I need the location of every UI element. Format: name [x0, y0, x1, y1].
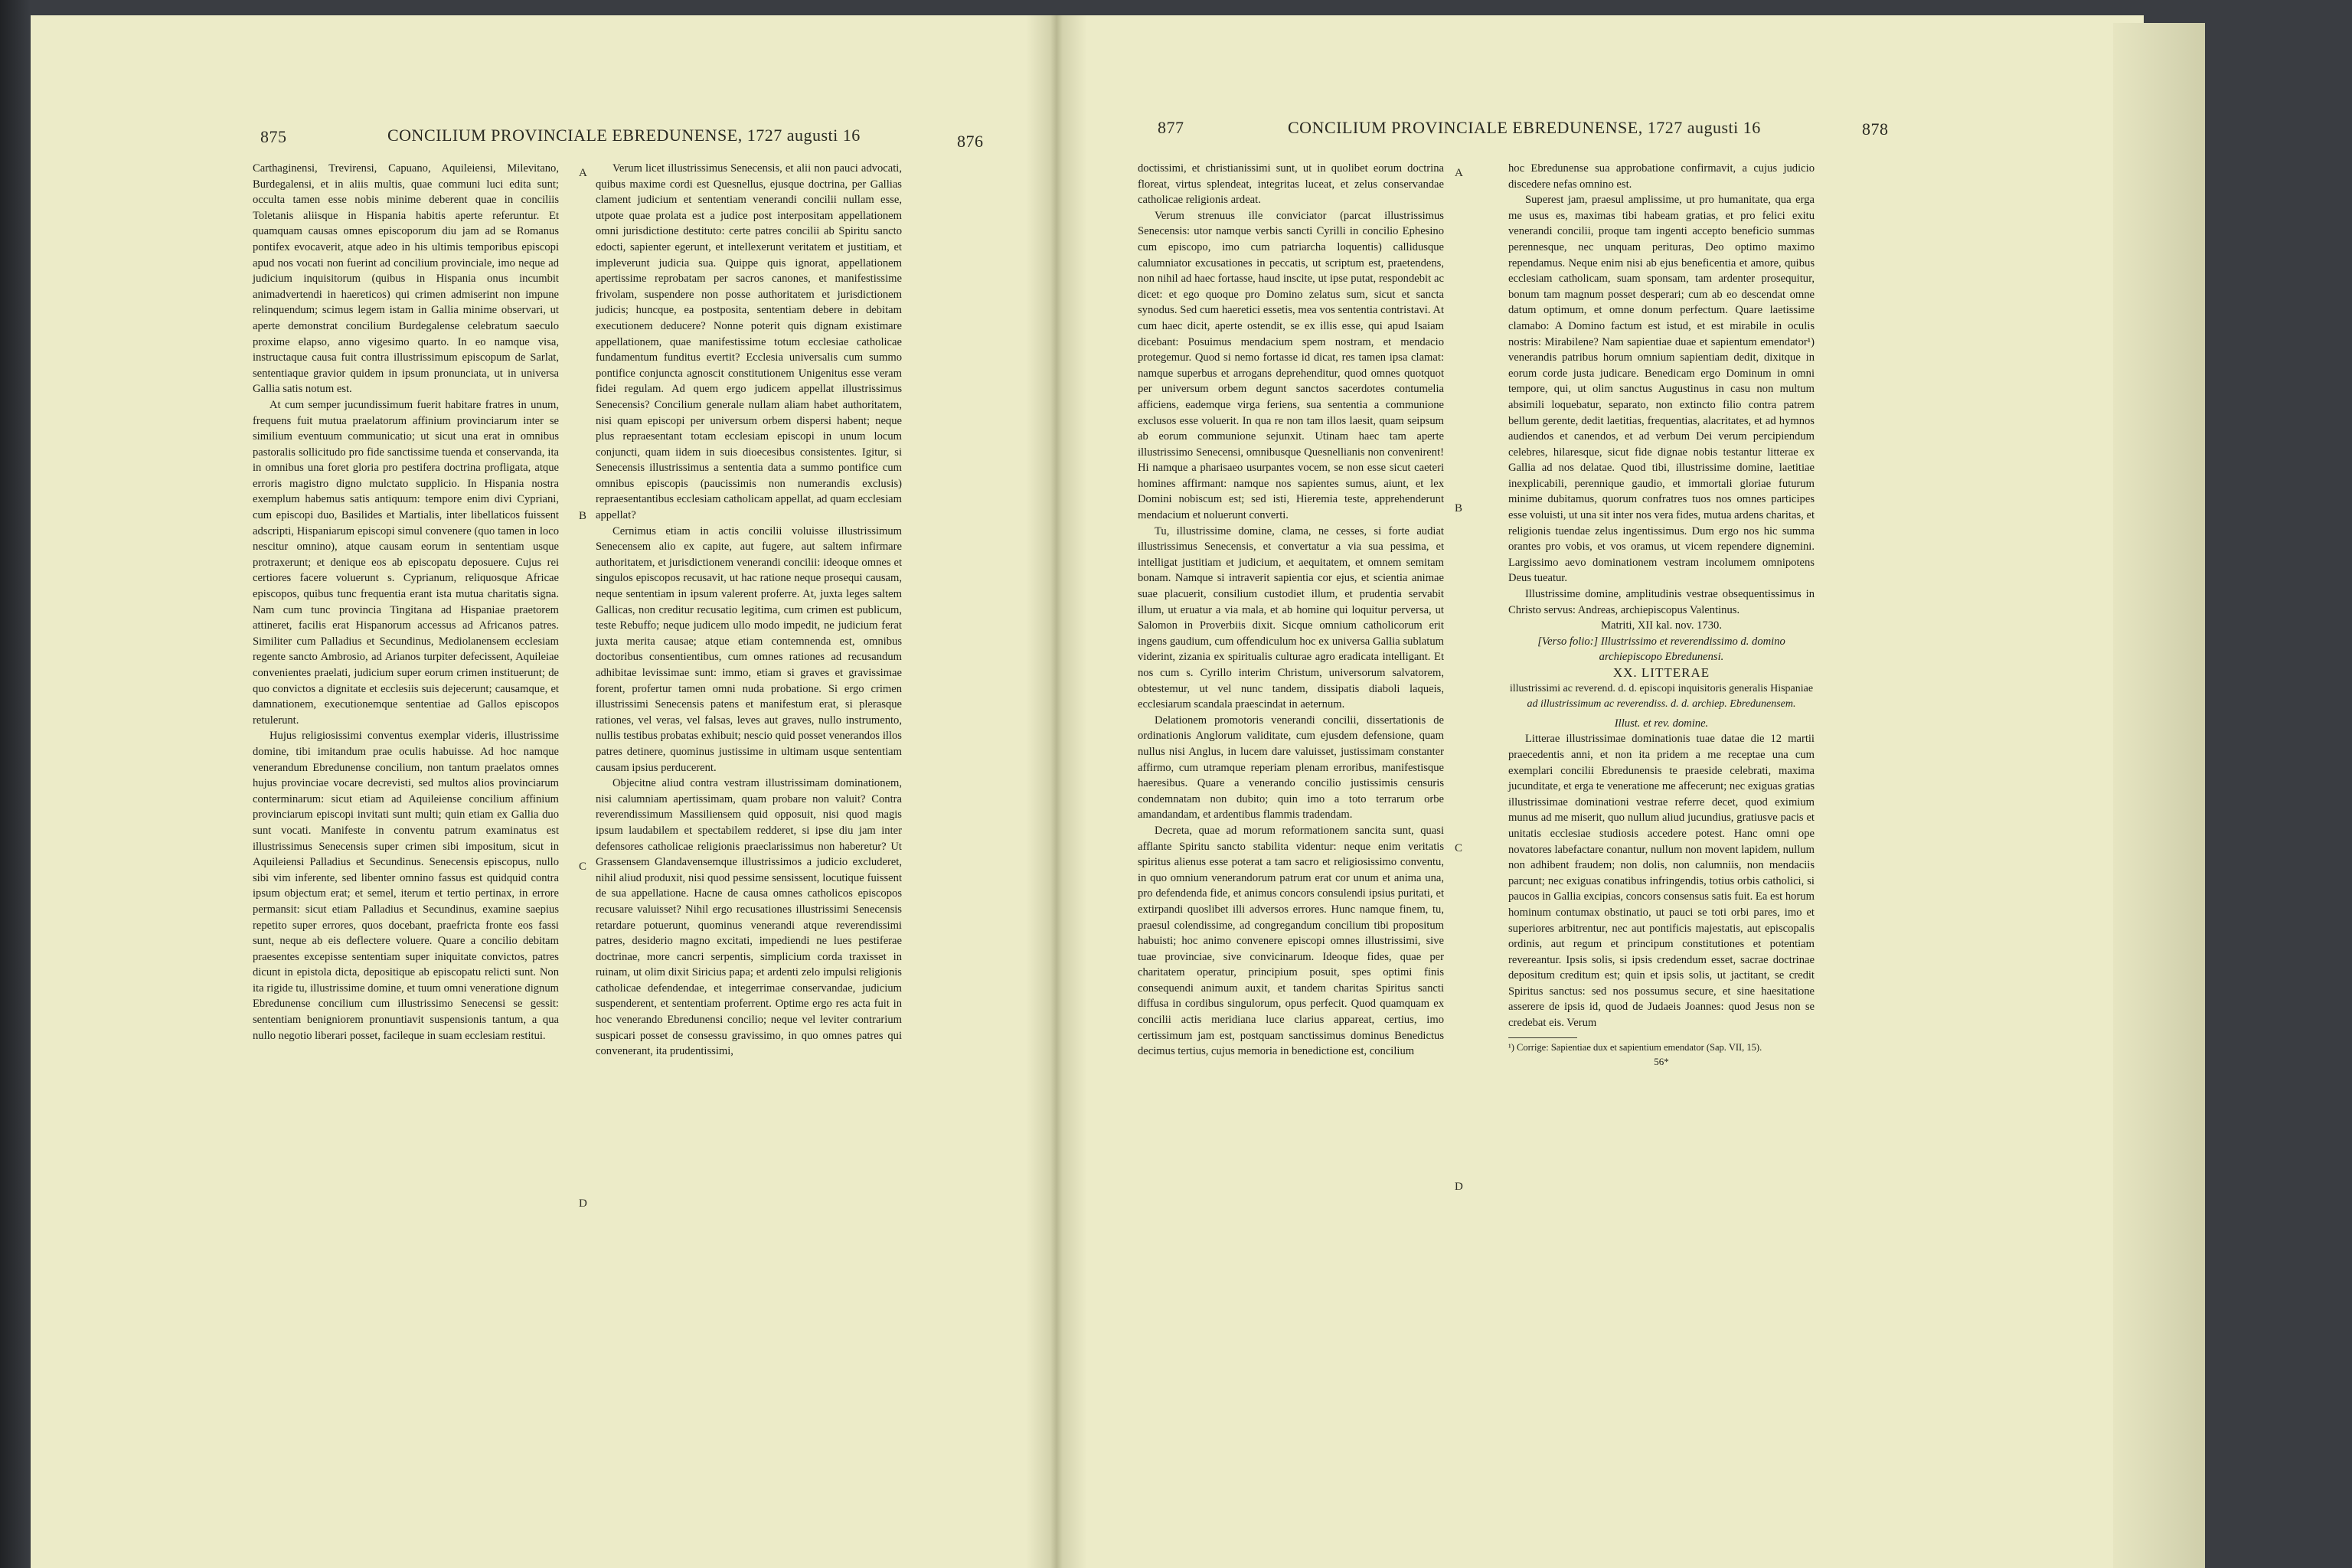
margin-letter-c: C	[579, 861, 587, 873]
paragraph: Verum licet illustrissimus Senecensis, et alii non pauci advocati, quibus maxime cordi est Quesnellus, ejusque doctrina, per Gallias clament judicium et sententiam venerandi concilii nullam esse, utpote quae prolata est a judice post interpositam appellationem omni jurisdictione destituto: certe patres concilii ab Spiritu sancto edocti, sapienter egerunt, et intellexerunt veritatem et justitiam, et impleverunt judicia sua. Quippe quis ignorat, appellationem apertissime reprobatam per sacros canones, et manifestissime frivolam, suspendere non posse authoritatem et jurisdictionem judicis; huncque, ea postposita, sententiam debere in debitam executionem deducere? Nonne poterit quis dignam existimare appellationem, quae manifestissime totum ecclesiae catholicae fundamentum funditus evertit? Ecclesia universalis cum summo pontifice conjuncta agnoscit constitutionem Unigenitus esse veram fidei regulam. Ad quem ergo judicem appellat illustrissimus Senecensis? Concilium generale nullam aliam habet authoritatem, nisi quam episcopi per universum orbem dispersi habent; neque plus repraesentant totam ecclesiam episcopi in unum locum conjuncti, quam iidem in suis dioecesibus consistentes. Igitur, si Senecensis illustrissimus a sententia data a summo pontifice cum omnibus episcopis (paucissimis non numerandis exclusis) repraesentantibus ecclesiam catholicam appellat, ad quam ecclesiam appellat?	[596, 162, 902, 522]
footnote: ¹) Corrige: Sapientiae dux et sapientium emendator (Sap. VII, 15).	[1508, 1041, 1762, 1053]
right-running-title: CONCILIUM PROVINCIALE EBREDUNENSE, 1727 augusti 16	[1288, 118, 1761, 137]
paragraph: At cum semper jucundissimum fuerit habitare fratres in unum, frequens fuit mutua praelatorum affinium provinciarum inter se similium eventuum communicatio; ut sicut una erat in omnibus pastoralis sollicitudo pro fide sanctissime tuenda et conservanda, ita in omnibus una foret gloria pro pestifera doctrina profligata, atque erroris magistro digno mulctato supplicio. In Hispania nostra exemplum habemus satis antiquum: tempore enim divi Cypriani, cum episcopi duo, Basilides et Martialis, inter libellaticos fuissent adscripti, Hispaniarum episcopi simul convenere (quo tamen in loco nescitur omnino), atque causam eorum in sententiam usque protraxerunt; et denique eos ab episcopatu deposuere. Cujus rei certiores facere voluerunt s. Cyprianum, reliquosque Africae episcopos, quibus tunc frequentia erant ista mutua charitatis signa. Nam cum tunc provincia Tingitana ad Hispaniae praetorem attineret, facilis erat Hispanorum accessus ad Africanos patres. Similiter cum Palladius et Secundinus, Mediolanensem ecclesiam regente sancto Ambrosio, ad Arianos turpiter defecissent, Aquileiae convenientes praelati, judicium super eorum crimen instituerunt; de quo convictos a dignitate et ecclesiis suis dejecerunt; causamque, et damnationem, executionemque sententiae ad Gallos episcopos retulerunt.	[253, 398, 559, 727]
book-spread	[31, 15, 2144, 1568]
margin-letter-b: B	[1455, 502, 1463, 514]
right-column-2	[1508, 161, 1815, 1070]
paragraph: Illustrissime domine, amplitudinis vestrae obsequentissimus in Christo servus: Andreas, archiepiscopus Valentinus.	[1508, 588, 1815, 616]
paragraph: doctissimi, et christianissimi sunt, ut in quolibet eorum doctrina floreat, virtus splendeat, integritas luceat, et zelus conservandae catholicae religionis ardeat.	[1138, 162, 1444, 207]
signature-mark: 56*	[1654, 1055, 1669, 1067]
section-heading: XX. LITTERAE	[1612, 665, 1710, 680]
left-column-2	[596, 161, 902, 1060]
right-page-number-b: 878	[1862, 119, 1889, 139]
margin-letter-c: C	[1455, 842, 1463, 854]
salutation: Illust. et rev. domine.	[1614, 717, 1709, 730]
right-running-header	[1087, 106, 2144, 139]
paragraph: Carthaginensi, Trevirensi, Capuano, Aquileiensi, Milevitano, Burdegalensi, et in aliis multis, quae communi luci edita sunt; occulta tamen esse nobis minime deberent quae in conciliis Toletanis aliisque in Hispania habitis aperte referuntur. Et quamquam causas omnes episcoporum diu jam ad se Romanus pontifex evocaverit, atque adeo in his ultimis temporibus episcopi apud nos vocati non fuerint ad concilium provinciale, imo neque ad judicium inquisitorum (quibus in Hispania onus incumbit animadvertendi in haereticos) qui crimen admiserint non impune relinquendum; scimus legem istam in Gallia minime observari, ut aperte demonstrat concilium Burdegalense celebratum saeculo proxime elapso, anno vigesimo quarto. In eo namque visa, instructaque causa fuit contra illustrissimum episcopum de Sarlat, sententiaque gravior quidem in ipsum pronunciata, ut in universa Gallia satis notum est.	[253, 162, 559, 396]
margin-letter-d: D	[579, 1197, 587, 1210]
dateline: Matriti, XII kal. nov. 1730.	[1601, 619, 1722, 632]
paragraph: Verum strenuus ille conviciator (parcat illustrissimus Senecensis: utor namque verbis sancti Cyrilli in concilio Ephesino cum episcopo, imo cum patriarcha loquentis) callidusque calumniator excusationes in peccatis, ut scriptum est, praetendens, non nihil ad haec fortasse, haud inscite, ut ipse putat, respondebit ac dicet: et ego quoque pro Domino zelatus sum, sicut et sancta synodus. Sed cum haeretici essetis, mea vos sententia contristavi. At cum haec dicit, aperte ostendit, se ex illis esse, qui apud Isaiam dicebant: Posuimus mendacium spem nostram, et mendacio protegemur. Quod si nemo fortasse id dicat, res tamen ipsa clamat: namque superbus et arrogans deprehenditur, quod omnes quotquot per universum orbem degunt sanctos sacerdotes contumelia afficiens, eademque virga feriens, sua sententia a communione exclusos esse voluerit. In qua re non tam illos laesit, quam seipsum ab eorum communione sejunxit. Utinam haec tam aperte illustrissimo Senecensi, omnibusque Quesnellianis non convenirent! Hi namque a pharisaeo usurpantes vocem, se non esse sicut caeteri homines affirmant: namque nos sapientes sumus, aiunt, et lex Domini nobiscum est; sed isti, Hieremia teste, apprehenderunt mendacium et noluerunt converti.	[1138, 209, 1444, 522]
margin-letter-b: B	[579, 510, 587, 522]
page-edges	[2113, 23, 2205, 1568]
paragraph: Cernimus etiam in actis concilii voluisse illustrissimum Senecensem alio ex capite, aut fugere, aut saltem infirmare authoritatem, et jurisdictionem venerandi concilii: ideoque omnes et singulos episcopos recusavit, ut hac ratione neque prosequi causam, neque sententiam in ipsum valerent proferre. At, juxta leges saltem Gallicas, non creditur recusatio legitima, cum crimen est publicum, teste Rebuffo; neque judicem ullo modo impedit, ne judicium ferat juxta merita causae; atque etiam contemnenda est, omnibus doctoribus consentientibus, cum omnes rationes ad recusandum adhibitae levissimae sunt: immo, etiam si graves et gravissimae forent, profertur tamen omni nuda probatione. Si ergo crimen illustrissimi Senecensis patens et manifestum erat, si plerasque rationes, vel veras, vel falsas, leves aut graves, nullo instrumento, nullis testibus probatas exhibuit; nescio quid posset venerandos illos patres detinere, quominus justissime in ultimam usque sententiam causam ipsius perducerent.	[596, 524, 902, 774]
footnote-rule	[1508, 1037, 1577, 1038]
left-page-number-a: 875	[260, 127, 287, 146]
right-page	[1087, 15, 2144, 1568]
paragraph: Superest jam, praesul amplissime, ut pro humanitate, qua erga me usus es, maximas tibi habeam gratias, et pro felici exitu venerandi concilii, proque tam ingenti accepto beneficio summas perennesque, nec unquam perituras, Deo optimo maximo rependamus. Neque enim nisi ab ejus beneficentia et amore, quibus ecclesiam catholicam, suam sponsam, tam ardenter prosequitur, bonum tam magnum posset desperari; cum ab eo descendat omne datum optimum, et omne donum perfectum. Quare laetissime clamabo: A Domino factum est istud, et est mirabile in oculis nostris: Mirabilene? Nam sapientiae duae et sapientum emendator¹) venerandis patribus horum omnium sapientiam dedit, dixitque in eorum corde justa judicare. Benedicam ergo Dominum in omni tempore, qui, ut olim sanctus Augustinus in casu non multum absimili loquebatur, separato, non extincto filio contra patrem bellum gerente, dedit laetitias, frequentias, alacritates, et ad hymnos audiendos et canendos, et ad verbum Dei verum percipiendum celebres, hilaresque, sicut fide dignae nobis testantur litterae ex Gallia ad nos delatae. Quod tibi, illustrissime domine, laetitiae inexplicabili, perennique gaudio, et immortali gloriae futurum minime dubitamus, quorum confratres tuos nos omnes participes esse voluisti, ut una sit inter nos vera fides, mutua ardens charitas, et religionis tuendae zelus ingentissimus. Dum ergo nos hic summa orantes pro vobis, et vos oramus, ut vicem rependere dignemini. Largissimo aevo dominationem vestram incolumem omnipotens Deus tueatur.	[1508, 194, 1815, 585]
paragraph: hoc Ebredunense sua approbatione confirmavit, a cujus judicio discedere nefas omnino est.	[1508, 162, 1815, 191]
left-page-number-b: 876	[957, 132, 984, 151]
margin-letter-a: A	[1455, 167, 1463, 179]
paragraph: Decreta, quae ad morum reformationem sancita sunt, quasi afflante Spiritu sancto stabilita videntur: neque enim veritatis spiritus alienus esse poterat a tam sacro et religiosissimo conventu, in quo omnium venerandorum patrum erat cor unum et anima una, pro defendenda fide, et animus concors consulendi ipsius puritati, et extirpandi quoslibet illi adversos errores. Hunc namque finem, tu, praesul colendissime, ad congregandum concilium tibi propositum habuisti; hoc animo convenere episcopi omnes illustrissimi, sive tuae provinciae, sive convicinarum. Ideoque fides, quae per charitatem operatur, principium posuit, spes optimi finis consequendi animum auxit, et tandem charitas Spiritus sancti diffusa in cordibus singulorum, opus perfecit. Quod quamquam ex concilii actis meridiana luce clarius appareat, certius, imo certissimum jam est, postquam sanctissimus dominus Benedictus decimus tertius, cujus memoria in benedictione est, concilium	[1138, 824, 1444, 1058]
left-page	[31, 15, 1026, 1568]
paragraph: Delationem promotoris venerandi concilii, dissertationis de ordinationis Anglorum validitate, cum ejusdem defensione, quam nullus nisi Anglus, in lucem dare valuisset, justissimam constanter affirmo, cum utramque reperiam plenam erroribus, manifestisque haeresibus. Quare a venerando concilio justissimis censuris condemnatam non dubito; quin imo a toto terrarum orbe amandandam, et ardentibus flammis tradendam.	[1138, 714, 1444, 822]
left-running-header	[31, 106, 1026, 151]
paragraph: Litterae illustrissimae dominationis tuae datae die 12 martii praecedentis anni, et non ita pridem a me receptae una cum exemplari concilii Ebredunensis te praeside celebrati, maxima jucunditate, et erga te veneratione me affecerunt; nec exiguas gratias illustrissimae dominationi vestrae referre decet, quod eximium munus ad me miserit, quo nullum aliud jucundius, gratiusve pacis et unitatis ecclesiae studiosis accedere potest. Hanc omni ope novatores labefactare conantur, nullum non movent lapidem, nullum non adhibent fraudem; non dolis, non calumniis, non mendaciis parcunt; nec exiguas conatibus infringendis, totius orbis catholici, si paucos in Gallia excipias, concors consensus satis fuit. Ea est horum hominum contumax obstinatio, ut pauci se toti orbi pares, imo et superiores arbitrentur, nec aut pontificis majestatis, aut episcopalis ordinis, aut regum et principum constitutiones et potentiam revereantur. Ipsis solis, si ipsis credendum esset, sacrae doctrinae depositum creditum est; quin et ipsis solis, ut jactitant, se credit Spiritus sanctus: sed nos possumus secure, et sine haesitatione asserere de ipsis id, quod de Judaeis Joannes: quod Jesus non se credebat eis. Verum	[1508, 733, 1815, 1030]
section-subtitle: ad illustrissimum ac reverendiss. d. d. archiep. Ebredunensem.	[1527, 698, 1796, 710]
left-shadow	[0, 0, 31, 1568]
margin-letter-a: A	[579, 167, 587, 179]
paragraph: Objecitne aliud contra vestram illustrissimam dominationem, nisi calumniam apertissimam, quam probare non valuit? Contra reverendissimum Massiliensem quid opposuit, nisi quod magis ipsum laudabilem et spectabilem redderet, si ipse diu jam inter defensores catholicae religionis praeclarissimus non haberetur? Ut Grassensem Glandavensemque illustrissimos a judicio excluderet, nihil aliud produxit, nisi quod pessime sensissent, locutique fuissent de sua appellatione. Hacne de causa omnes catholicos episcopos recusare valuisset? Nihil ergo recusationes illustrissimi Senecensis retardare potuerunt, quominus venerandi atque reverendissimi patres, desiderio magno excitati, impediendi ne lues pestiferae doctrinae, more cancri serpentis, simplicium corda traxisset in ruinam, ut olim dixit Siricius papa; et ardenti zelo impulsi religionis catholicae defendendae, et integerrimae conservandae, judicium suspenderent, et sententiam proferrent. Optime ergo res acta fuit in hoc venerando Ebredunensi concilio; neque vel leviter contrarium suspicari posset de consessu gravissimo, in quo omnes patres qui convenerant, ita prudentissimi,	[596, 777, 902, 1058]
verso-note: [Verso folio:] Illustrissimo et reverendissimo d. domino archiepiscopo Ebredunensi.	[1537, 635, 1785, 664]
section-subtitle: illustrissimi ac reverend. d. d. episcopi inquisitoris generalis Hispaniae	[1509, 682, 1814, 694]
paragraph: Hujus religiosissimi conventus exemplar videris, illustrissime domine, tibi imitandum prae oculis habuisse. Ad hoc namque venerandum Ebredunense concilium, non tantum praelatos omnes hujus provinciae vocare decrevisti, sed multos alios provinciarum conterminarum: sicut etiam ad Aquileiense concilium affinium provinciarum episcopi invitati sunt multi; quin etiam ex Gallia duo sunt vocati. Manifeste in conventu patrum examinatus est illustrissimus Senecensis super crimen sibi impositum, sicut in Aquileiensi Palladius et Secundinus. Senecensis episcopus, nullo sibi vim inferente, sed libenter omnino fassus est quidquid contra ipsum objectum erat; et semel, iterum et tertio pertinax, in errore permansit: sicut etiam Palladius et Secundinus, examine saepius repetito super errores, quos docebant, praefricta fronte eos fassi sunt, neque ab eis deflectere voluere. Quare a concilio debitam praesentes excepisse sententiam super iniquitate convictos, patres dicunt in epistola dicta, depositique ab episcopatu relicti sunt. Non ita rigide tu, illustrissime domine, et tuum omni veneratione dignum Ebredunense concilium cum illustrissimo Senecensi se gessit: sententiam benigniorem pronuntiavit suspensionis tantum, a qua nullo negotio liberari posset, facileque in suam ecclesiam restitui.	[253, 730, 559, 1042]
right-column-1	[1138, 161, 1444, 1060]
left-running-title: CONCILIUM PROVINCIALE EBREDUNENSE, 1727 augusti 16	[387, 126, 861, 145]
gutter	[1026, 15, 1087, 1568]
left-column-1	[253, 161, 559, 1044]
paragraph: Tu, illustrissime domine, clama, ne cesses, si forte audiat illustrissimus Senecensis, et convertatur a via sua pessima, et intelligat justitiam et judicium, et aequitatem, et omnem semitam bonam. Namque si intraverit sapientia cor ejus, et scientia animae suae placuerit, consilium custodiet illum, et prudentia servabit illum, ut eruatur a via mala, et ab homine qui loquitur perversa, ut Salomon in Proverbiis dixit. Sicque omnium catholicorum erit ingens gaudium, cum offendiculum hoc ex universa Gallia sublatum viderint, zizania ex spiritualis culturae agro eradicata intelligant. Et nos cum s. Cyrillo interim Christum, universorum salvatorem, obtestemur, ut vel nunc tandem, dissipatis diaboli laqueis, ecclesiarum scandala praescindat in aeternum.	[1138, 524, 1444, 711]
right-page-number-a: 877	[1158, 118, 1184, 137]
margin-letter-d: D	[1455, 1181, 1463, 1193]
